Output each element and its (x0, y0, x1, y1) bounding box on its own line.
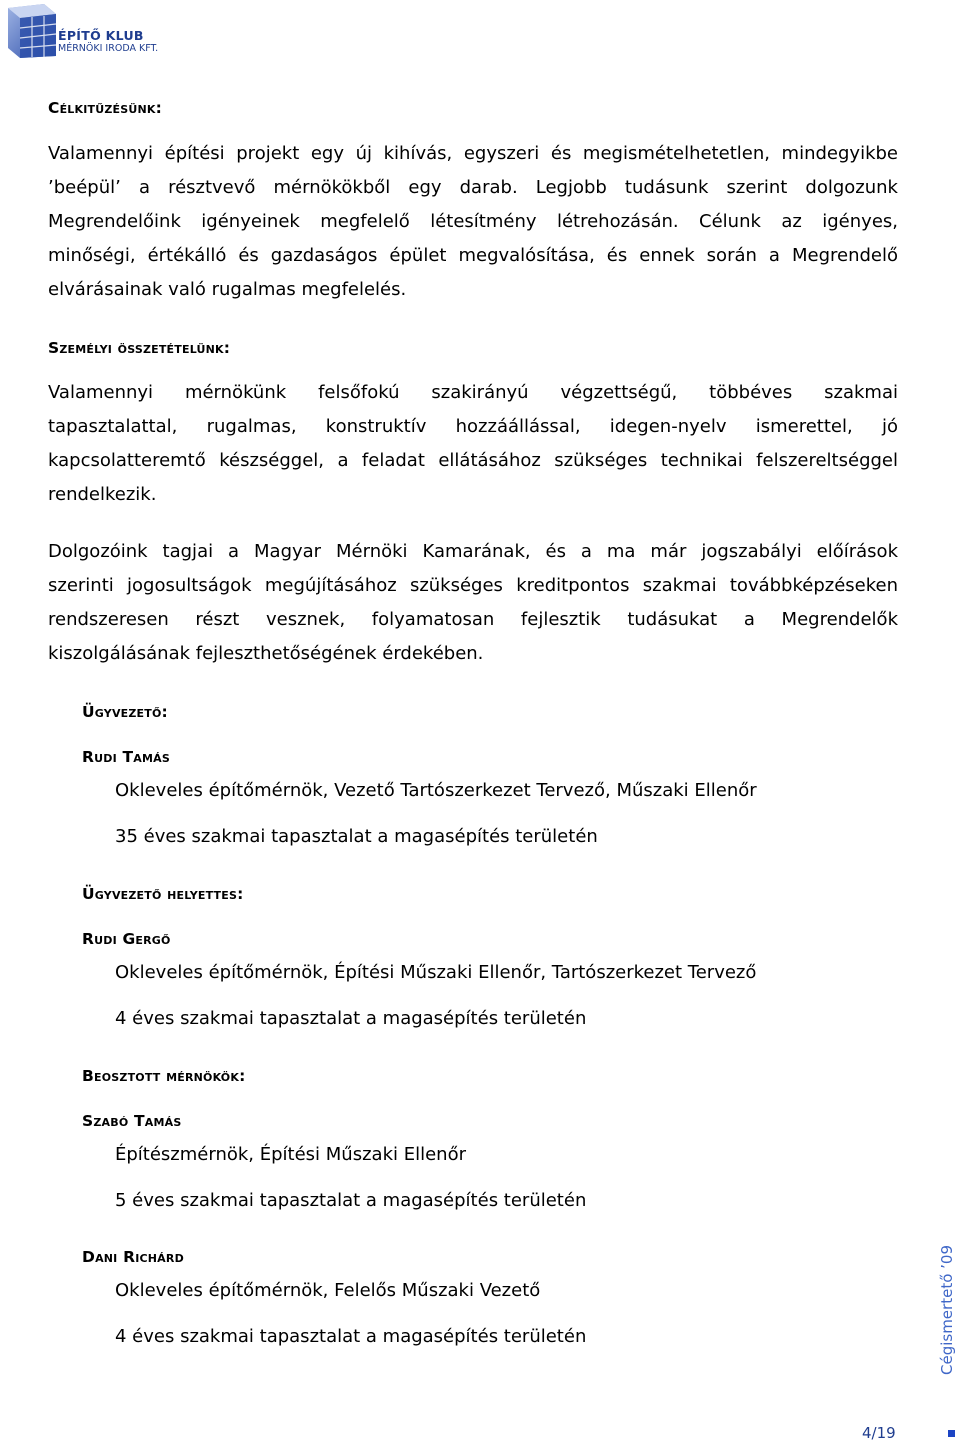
staff-p2-line-2: szerinti jogosultságok megújításához szükséges kreditpontos szakmai továbbképzéseken (48, 575, 898, 596)
engineer-title: Építészmérnök, Építési Műszaki Ellenőr (115, 1144, 466, 1165)
logo-cube-icon (4, 2, 60, 60)
staff-p1-line-3: kapcsolatteremtő készséggel, a feladat ellátásához szükséges technikai felszereltséggel (48, 450, 898, 471)
ceo-name: Rudi Tamás (82, 748, 170, 766)
page-number (862, 1424, 896, 1442)
deputy-experience: 4 éves szakmai tapasztalat a magasépítés területén (115, 1008, 587, 1029)
logo-name: ÉPÍTŐ KLUB (58, 28, 144, 43)
section-heading-engineers: Beosztott mérnökök: (82, 1067, 246, 1085)
company-logo (4, 2, 164, 60)
deputy-title: Okleveles építőmérnök, Építési Műszaki Ellenőr, Tartószerkezet Tervező (115, 962, 757, 983)
side-label (932, 1244, 960, 1376)
engineer-experience: 4 éves szakmai tapasztalat a magasépítés területén (115, 1326, 587, 1347)
goals-line-4: minőségi, értékálló és gazdaságos épület megvalósítása, és ennek során a Megrendelő (48, 245, 898, 266)
goals-line-3: Megrendelőink igényeinek megfelelő létesítmény létrehozásán. Célunk az igényes, (48, 211, 898, 232)
page-total: 19 (876, 1424, 896, 1442)
engineer-name: Dani Richárd (82, 1248, 184, 1266)
engineer-experience: 5 éves szakmai tapasztalat a magasépítés területén (115, 1190, 587, 1211)
page-separator: / (871, 1424, 877, 1442)
section-heading-goals: Célkitűzésünk: (48, 99, 163, 117)
goals-line-2: ’beépül’ a résztvevő mérnökökből egy darab. Legjobb tudásunk szerint dolgozunk (48, 177, 898, 198)
page-marker-square (948, 1430, 955, 1437)
engineer-title: Okleveles építőmérnök, Felelős Műszaki Vezető (115, 1280, 541, 1301)
section-heading-deputy: Ügyvezető helyettes: (82, 885, 244, 903)
ceo-title: Okleveles építőmérnök, Vezető Tartószerkezet Tervező, Műszaki Ellenőr (115, 780, 757, 801)
staff-p2-line-4: kiszolgálásának fejleszthetőségének érdekében. (48, 643, 484, 664)
section-heading-staff: Személyi összetételünk: (48, 339, 231, 357)
goals-line-1: Valamennyi építési projekt egy új kihívás, egyszeri és megismételhetetlen, mindegyikbe (48, 143, 898, 164)
staff-p2-line-3: rendszeresen részt vesznek, folyamatosan fejlesztik tudásukat a Megrendelők (48, 609, 898, 630)
staff-p1-line-1: Valamennyi mérnökünk felsőfokú szakirányú végzettségű, többéves szakmai (48, 382, 898, 403)
staff-p1-line-2: tapasztalattal, rugalmas, konstruktív hozzáállással, idegen-nyelv ismerettel, jó (48, 416, 898, 437)
deputy-name: Rudi Gergő (82, 930, 171, 948)
engineer-name: Szabó Tamás (82, 1112, 182, 1130)
ceo-experience: 35 éves szakmai tapasztalat a magasépítés területén (115, 826, 598, 847)
page-current: 4 (862, 1424, 872, 1442)
logo-subtitle: MÉRNÖKI IRODA KFT. (58, 43, 159, 54)
section-heading-ceo: Ügyvezető: (82, 703, 168, 721)
staff-p2-line-1: Dolgozóink tagjai a Magyar Mérnöki Kamarának, és a ma már jogszabályi előírások (48, 541, 898, 562)
goals-line-5: elvárásainak való rugalmas megfelelés. (48, 279, 407, 300)
staff-p1-line-4: rendelkezik. (48, 484, 157, 505)
side-label-text: Cégismertető ’09 (938, 1244, 956, 1376)
